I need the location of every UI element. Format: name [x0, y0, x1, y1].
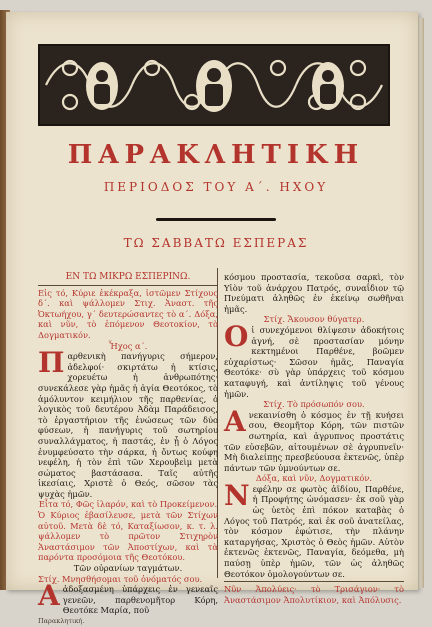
left-heading: ΕΝ ΤΩ ΜΙΚΡΩ ΕΣΠΕΡΙΝΩ.	[65, 272, 191, 282]
rule-line	[224, 581, 404, 582]
melody-label: Τῶν οὐρανίων ταγμάτων.	[73, 563, 183, 574]
decorative-rule	[156, 218, 276, 221]
verse-label: Στίχ. Τὸ πρόσωπόν σου.	[263, 399, 365, 410]
verse-label: Στίχ. Μνησθήσομαι τοῦ ὀνόματός σου.	[38, 573, 203, 584]
hymn-text: κόσμου προστασία, τεκοῦσα σαρκὶ, τὸν Υἱὸν τοῦ ἀνάρχου Πατρός, συναΐδιον τῷ Πνεύματι ἀληθῶς ἐν ἐκείνῳ σωθῆναι ἡμᾶς.	[224, 272, 404, 314]
hymn-text: ἱ συνεχόμενοι θλίψεσιν ἀδοκήτοις ἁγνή, σὲ προστασίαν μόνην κεκτημένοι Παρθένε, βοῶμεν εὐχαρίστως· Σῶσον ἡμᾶς, Παναγία Θεοτόκε· σὺ γὰρ ὑπάρχεις τοῦ κόσμου καταφυγή, καὶ ἀντίληψις τοῦ γένους ἡμῶν.	[224, 324, 404, 399]
left-column	[38, 272, 218, 627]
page-footer: Παρακλητική.	[38, 617, 85, 625]
closing-rubric: Νῦν Ἀπολύεις· τὸ Τρισάγιον· τὸ Ἀναστάσιμον Ἀπολυτίκιον, καὶ Ἀπόλυσις.	[224, 584, 404, 605]
rubric-text: Ὁ Κύριος ἐβασίλευσε, μετὰ τῶν Στίχων αὐτοῦ. Μετὰ δὲ τό, Καταξίωσον, κ. τ. λ. ψάλλομεν τὸ πρῶτον Στιχηρὸν Ἀναστάσιμον τῶν Ἀποστίχων, καὶ τὰ παρόντα προσόμοια τῆς Θεοτόκου.	[38, 510, 218, 563]
drop-cap: Ο	[224, 319, 249, 353]
drop-cap: Α	[224, 404, 246, 438]
verse-label: Στίχ. Ἄκουσον θύγατερ.	[263, 314, 365, 325]
ornamental-headpiece	[38, 44, 390, 126]
rule-line	[38, 285, 218, 286]
book-title: ΠΑΡΑΚΛΗΤΙΚΗ	[67, 140, 365, 170]
book-subtitle: ΠΕΡΙΟΔΟΣ ΤΟΥ Α΄. ΗΧΟΥ	[103, 180, 329, 194]
drop-cap: Ν	[224, 478, 250, 512]
rubric-text: Εἶτα τό, Φῶς ἱλαρόν, καὶ τὸ Προκείμενον.	[38, 499, 218, 510]
hymn-text: νεκαινίσθη ὁ κόσμος ἐν τῇ κυήσει σου, Θεομῆτορ Κόρη, τῶν πιστῶν σωτηρία, καὶ ἀγρυπνος προστάτις τῶν εὐσεβῶν, αἰτουμένων σὲ ἀγρυπνεῖν· Μὴ διαλείπῃς πρεσβεύουσα ἐκτενῶς, ὑπὲρ πάντων τῶν ὑμνούντων σε.	[224, 409, 404, 473]
drop-cap: Α	[38, 579, 60, 613]
section-title: ΤΩ ΣΑΒΒΑΤΩ ΕΣΠΕΡΑΣ	[123, 236, 309, 250]
headpiece-ornament-icon	[40, 46, 388, 124]
mode-label: Ἦχος α΄.	[108, 340, 148, 351]
glory-rubric: Δόξα, καὶ νῦν, Δογματικόν.	[255, 473, 373, 484]
rubric-text: Εἰς τό, Κύριε ἐκέκραξα, ἱστῶμεν Στίχους δ΄. καὶ ψάλλομεν Στιχ. Ἀναστ. τῆς Ὀκτωήχου, γ΄ δευτερώσαντες τὸ α΄. Δόξα, καὶ νῦν, τὸ ἑπόμενον Θεοτοκίον, τὸ Δογματικόν.	[38, 287, 218, 340]
hymn-paragraph	[38, 579, 218, 616]
right-column	[224, 272, 404, 605]
hymn-text: εφέλην σε φωτὸς ἀϊδίου, Παρθένε, ἡ Προφήτης ὠνόμασεν· ἐκ σοῦ γὰρ ὡς ὑετὸς ἐπὶ πόκον καταβὰς ὁ Λόγος τοῦ Πατρός, καὶ ἐκ σοῦ ἀνατείλας, τὸν κόσμον ἐφώτισε, τὴν πλάνην καταργήσας, Χριστὸς ὁ Θεὸς ἡμῶν. Αὐτὸν ἐκτενῶς ἐκτενῶς, Παναγία, δεόμεθα, μὴ παύσῃ ὑπὲρ ἡμῶν, τῶν ὡς ἀληθῶς Θεοτόκον ὁμολογούντων σε.	[224, 483, 404, 579]
hymn-text: ἀδοξασμένη ὑπάρχεις ἐν γενεαῖς γενεῶν, παρθενομῆτορ Κόρη, Θεοτόκε Μαρία, ποῦ	[62, 584, 218, 616]
hymn-paragraph	[38, 346, 218, 499]
drop-cap: Π	[38, 346, 65, 380]
hymn-text: αρθενικὴ πανήγυρις σήμερον, ἀδελφοί· σκιρτάτω ἡ κτίσις, χορευέτω ἡ ἀνθρωπότης· συνεκάλεσε γὰρ ἡμᾶς ἡ ἁγία Θεοτόκος, τὸ ἀμόλυντον κειμήλιον τῆς παρθενίας, ὁ λογικὸς τοῦ δευτέρου Ἀδὰμ Παράδεισος, τὸ ἐργαστήριον τῆς ἑνώσεως τῶν δύο φύσεων, ἡ πανήγυρις τοῦ σωτηρίου συναλλάγματος, ἡ παστάς, ἐν ᾗ ὁ Λόγος ἐνυμφεύσατο τὴν σάρκα, ἡ ὄντως κούφη νεφέλη, ἡ τὸν ἐπὶ τῶν Χερουβεὶμ μετὰ σώματος βαστάσασα. Ταῖς αὐτῆς ἱκεσίαις, Χριστὲ ὁ Θεός, σῶσον τὰς ψυχὰς ἡμῶν.	[38, 351, 218, 499]
